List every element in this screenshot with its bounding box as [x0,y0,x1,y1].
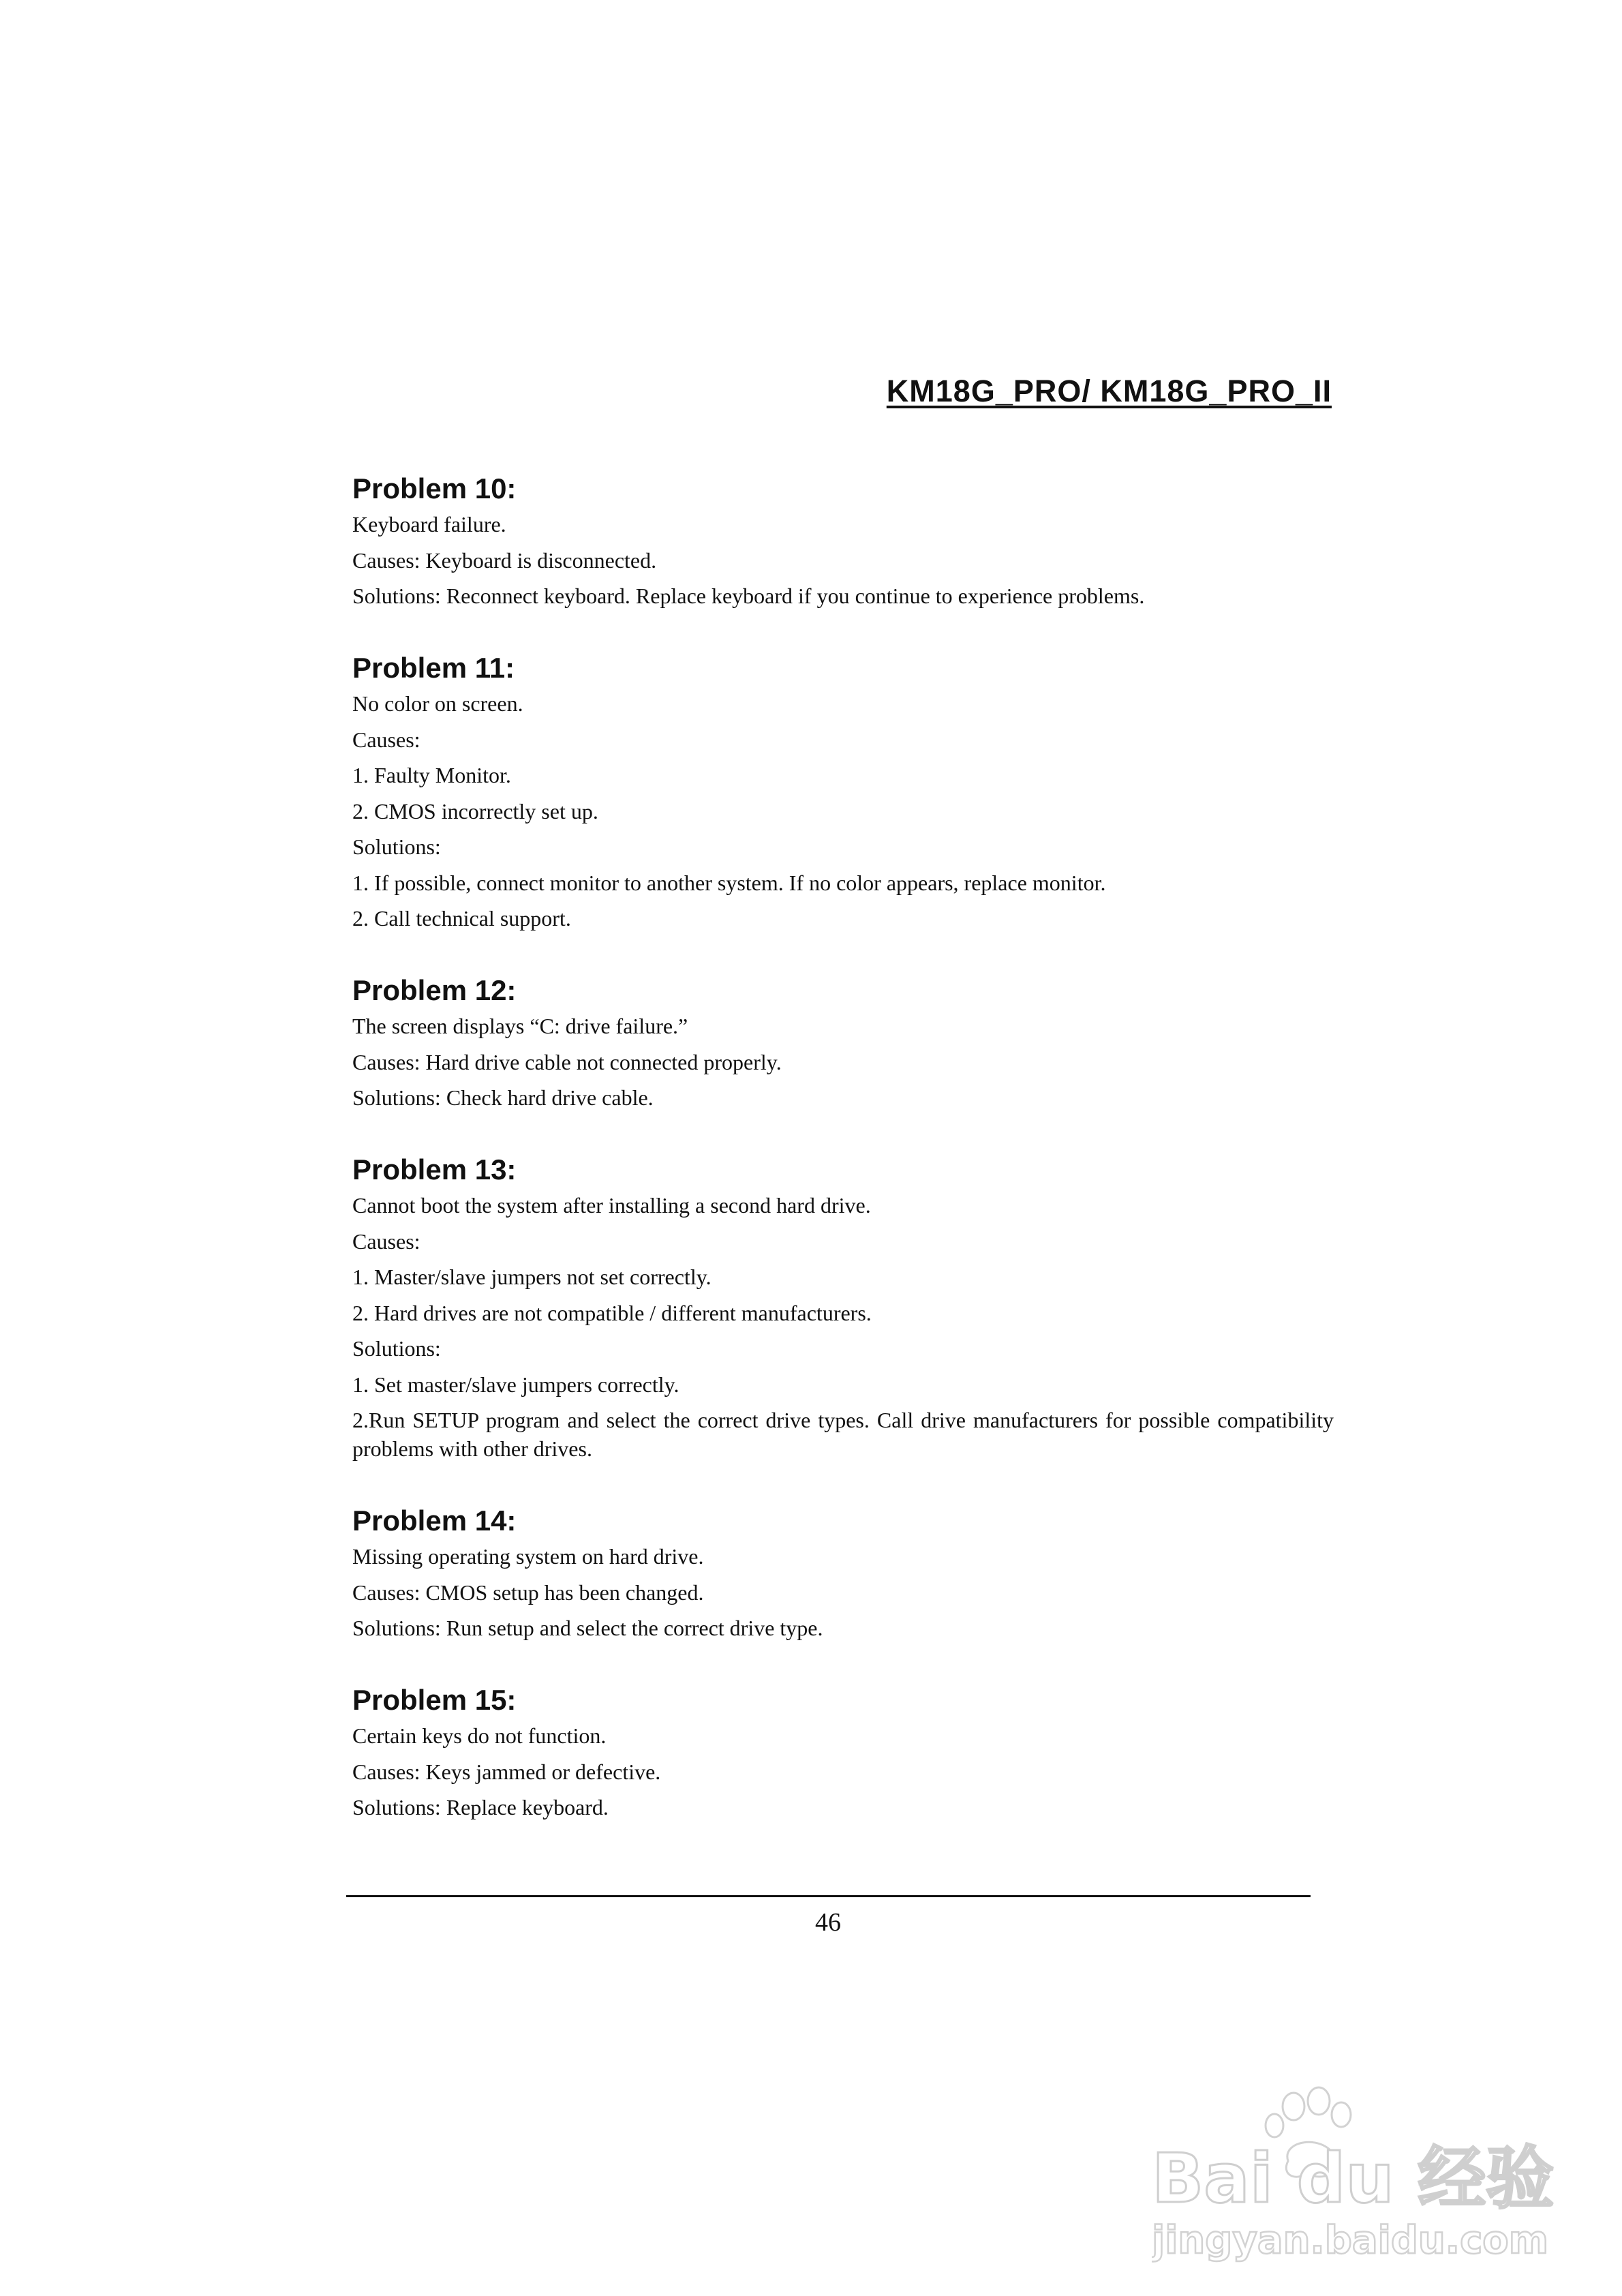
watermark-url: jingyan.baidu.com [1152,2218,1549,2263]
problem-11 [352,650,1334,933]
problem-line: No color on screen. [352,691,523,716]
problem-heading: Problem 15: [352,1684,517,1716]
watermark-brand: Bai du 经验 [1152,2139,1554,2218]
problem-line: Causes: Keyboard is disconnected. [352,547,657,573]
problem-line: 2. CMOS incorrectly set up. [352,798,598,824]
problem-heading: Problem 13: [352,1153,517,1185]
problem-line: 2.Run SETUP program and select the correct drive types. Call drive manufacturers for possible compatibility problems with other drives. [352,1408,1334,1461]
problem-line: Causes: Keys jammed or defective. [352,1759,661,1784]
problem-line: Solutions: [352,834,441,859]
problem-line: Causes: [352,1228,420,1254]
problem-line: 1. If possible, connect monitor to another system. If no color appears, replace monitor. [352,870,1106,895]
problem-line: Solutions: Reconnect keyboard. Replace keyboard if you continue to experience problems. [352,584,1145,608]
problem-line: Missing operating system on hard drive. [352,1544,704,1569]
baidu-jingyan-watermark [1152,2079,1554,2263]
problem-12 [352,972,1334,1112]
problem-15 [352,1682,1334,1822]
problem-line: Solutions: [352,1336,441,1361]
problem-line: The screen displays “C: drive failure.” [352,1014,688,1038]
problem-line: Solutions: Replace keyboard. [352,1795,609,1819]
baidu-paw-logo-icon [1152,2079,1554,2263]
problem-line: Causes: Hard drive cable not connected properly. [352,1049,782,1074]
troubleshooting-content [352,470,1334,1861]
problem-line: Causes: [352,727,420,752]
problem-heading: Problem 14: [352,1505,517,1537]
problem-line: Causes: CMOS setup has been changed. [352,1580,704,1605]
problem-line: 2. Call technical support. [352,906,571,931]
problem-line: 1. Master/slave jumpers not set correctly. [352,1265,711,1289]
problem-line: Keyboard failure. [352,512,506,537]
problem-heading: Problem 11: [352,652,515,684]
footer-divider [346,1895,1311,1897]
problem-line: 2. Hard drives are not compatible / different manufacturers. [352,1300,872,1325]
problem-line: Cannot boot the system after installing a second hard drive. [352,1193,871,1218]
problem-13 [352,1151,1334,1463]
page-number: 46 [815,1908,841,1937]
problem-line: Certain keys do not function. [352,1723,607,1748]
problem-line: Solutions: Check hard drive cable. [352,1085,654,1110]
problem-line: 1. Faulty Monitor. [352,763,511,787]
problem-heading: Problem 12: [352,974,517,1006]
problem-line: Solutions: Run setup and select the correct drive type. [352,1616,823,1640]
problem-10 [352,470,1334,610]
problem-heading: Problem 10: [352,472,517,504]
problem-line: 1. Set master/slave jumpers correctly. [352,1372,679,1397]
document-header-title: KM18G_PRO/ KM18G_PRO_II [886,374,1332,408]
problem-14 [352,1502,1334,1642]
